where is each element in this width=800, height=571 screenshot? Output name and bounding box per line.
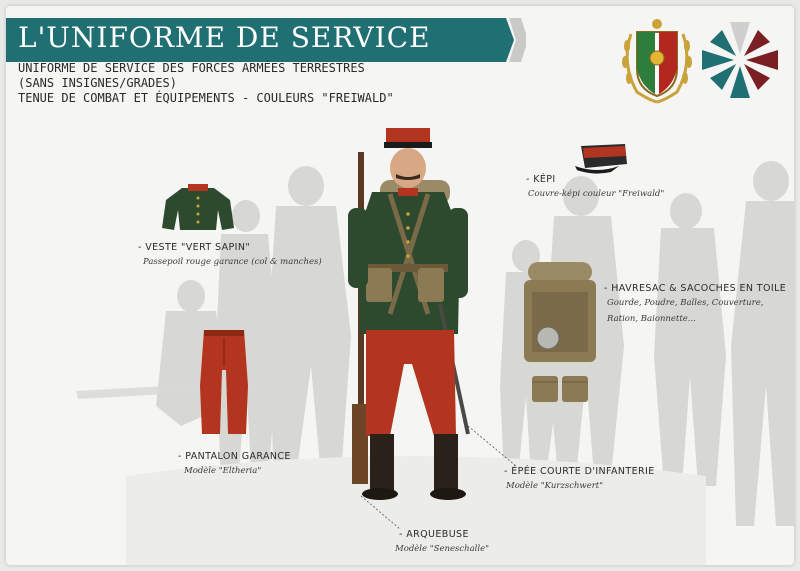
soldier-illustration	[336, 124, 486, 524]
label-kepi-title: - KÉPI	[526, 174, 556, 185]
trousers-illustration	[196, 326, 252, 438]
uniform-sheet	[6, 6, 794, 565]
subtitle-line-3: TENUE DE COMBAT ET ÉQUIPEMENTS - COULEURS "FREIWALD"	[18, 91, 394, 105]
kepi-illustration	[571, 140, 633, 176]
backpack-illustration	[518, 258, 602, 408]
label-havresac-desc-2: Ration, Baionnette...	[607, 314, 696, 324]
subtitle-line-1: UNIFORME DE SERVICE DES FORCES ARMÉES TERRESTRES	[18, 61, 365, 75]
label-epee-desc: Modèle "Kurzschwert"	[506, 481, 604, 491]
coat-of-arms-icon	[617, 14, 697, 104]
jacket-illustration	[158, 180, 238, 232]
page-title: L'UNIFORME DE SERVICE	[18, 21, 431, 54]
label-kepi-desc: Couvre-képi couleur "Freiwald"	[528, 189, 665, 199]
eight-point-star-icon	[700, 14, 780, 104]
label-arquebuse-desc: Modèle "Seneschalle"	[395, 544, 490, 554]
label-veste-title: - VESTE "VERT SAPIN"	[138, 242, 251, 253]
label-pantalon-title: - PANTALON GARANCE	[178, 451, 291, 462]
label-havresac-desc-1: Gourde, Poudre, Balles, Couverture,	[607, 298, 764, 308]
label-havresac-title: - HAVRESAC & SACOCHES EN TOILE	[604, 283, 787, 294]
label-arquebuse-title: - ARQUEBUSE	[399, 529, 469, 540]
label-epee-title: - ÉPÉE COURTE D'INFANTERIE	[504, 466, 655, 477]
label-pantalon-desc: Modèle "Eltheria"	[184, 466, 262, 476]
label-veste-desc: Passepoil rouge garance (col & manches)	[143, 257, 322, 267]
subtitle-line-2: (SANS INSIGNES/GRADES)	[18, 76, 177, 90]
